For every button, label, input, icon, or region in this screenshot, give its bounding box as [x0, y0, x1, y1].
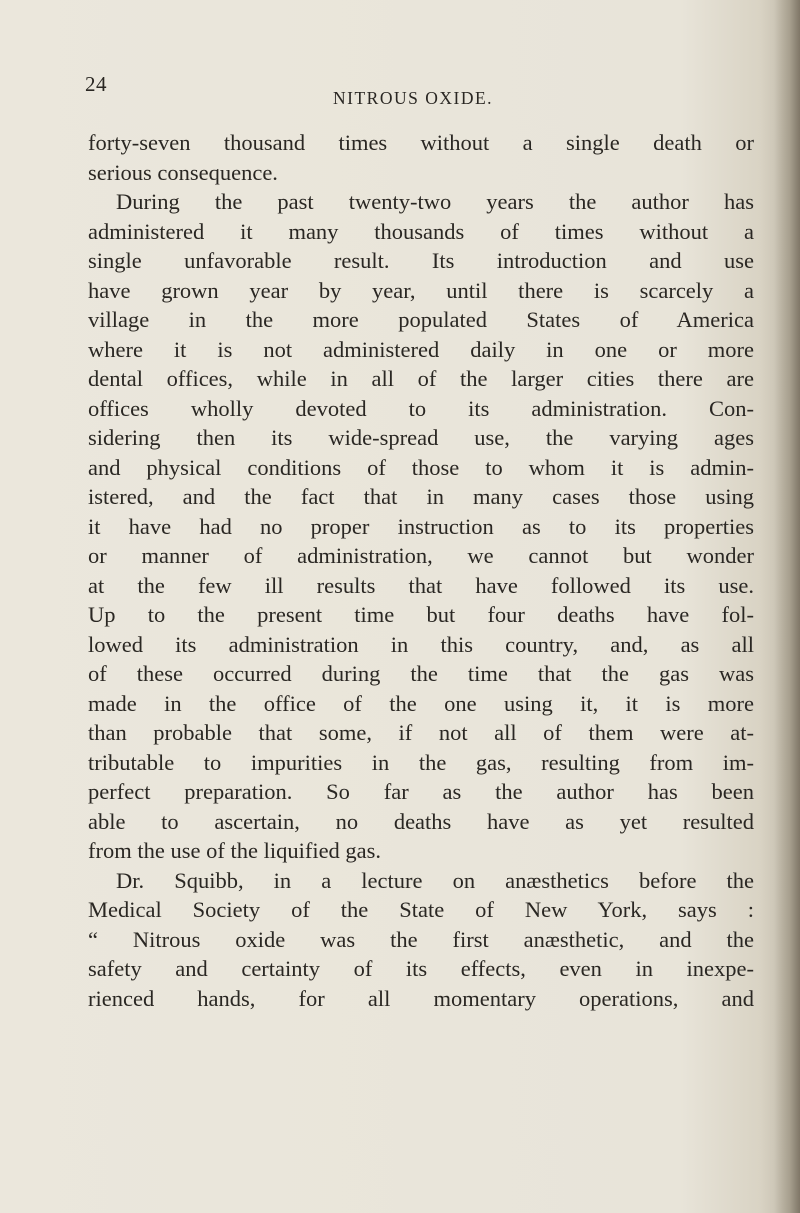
text-line: able to ascertain, no deaths have as yet resulted [88, 808, 754, 834]
page-edge-shadow [774, 0, 800, 1213]
text-line: Up to the present time but four deaths have fol- [88, 602, 754, 627]
text-line: village in the more populated States of America [88, 307, 754, 332]
text-line: perfect preparation. So far as the author has been [88, 779, 754, 804]
text-line: tributable to impurities in the gas, resulting from im- [88, 749, 754, 775]
text-line: During the past twenty-two years the author has [116, 189, 754, 214]
text-line: serious consequence. [88, 159, 278, 185]
text-line: made in the office of the one using it, it is more [88, 690, 754, 716]
text-line: Medical Society of the State of New York, says : [88, 897, 754, 922]
text-line: single unfavorable result. Its introduction and use [88, 248, 754, 273]
text-line: administered it many thousands of times without a [88, 218, 754, 244]
text-line: it have had no proper instruction as to its properties [88, 513, 754, 539]
text-line: safety and certainty of its effects, even in inexpe- [88, 956, 754, 981]
text-line: have grown year by year, until there is scarcely a [88, 277, 754, 303]
text-line: and physical conditions of those to whom it is admin- [88, 454, 754, 480]
body-text [88, 128, 754, 1013]
text-line: offices wholly devoted to its administration. Con- [88, 395, 754, 421]
text-line: Dr. Squibb, in a lecture on anæsthetics before the [116, 867, 754, 893]
text-line: “ Nitrous oxide was the first anæsthetic, and the [88, 926, 754, 952]
text-line: forty-seven thousand times without a single death or [88, 130, 754, 155]
text-line: sidering then its wide-spread use, the varying ages [88, 425, 754, 450]
text-line: from the use of the liquified gas. [88, 838, 382, 863]
text-line: where it is not administered daily in one or more [88, 336, 754, 362]
text-line: rienced hands, for all momentary operations, and [88, 985, 754, 1011]
running-title: NITROUS OXIDE. [333, 88, 494, 108]
text-line: of these occurred during the time that the gas was [88, 661, 754, 686]
text-line: dental offices, while in all of the larger cities there are [88, 366, 754, 391]
text-line: or manner of administration, we cannot but wonder [88, 543, 754, 568]
text-line: istered, and the fact that in many cases those using [88, 484, 754, 509]
text-line: than probable that some, if not all of them were at- [88, 720, 754, 745]
text-line: at the few ill results that have followed its use. [88, 572, 754, 598]
text-line: lowed its administration in this country, and, as all [88, 631, 754, 657]
page-number: 24 [85, 72, 107, 96]
